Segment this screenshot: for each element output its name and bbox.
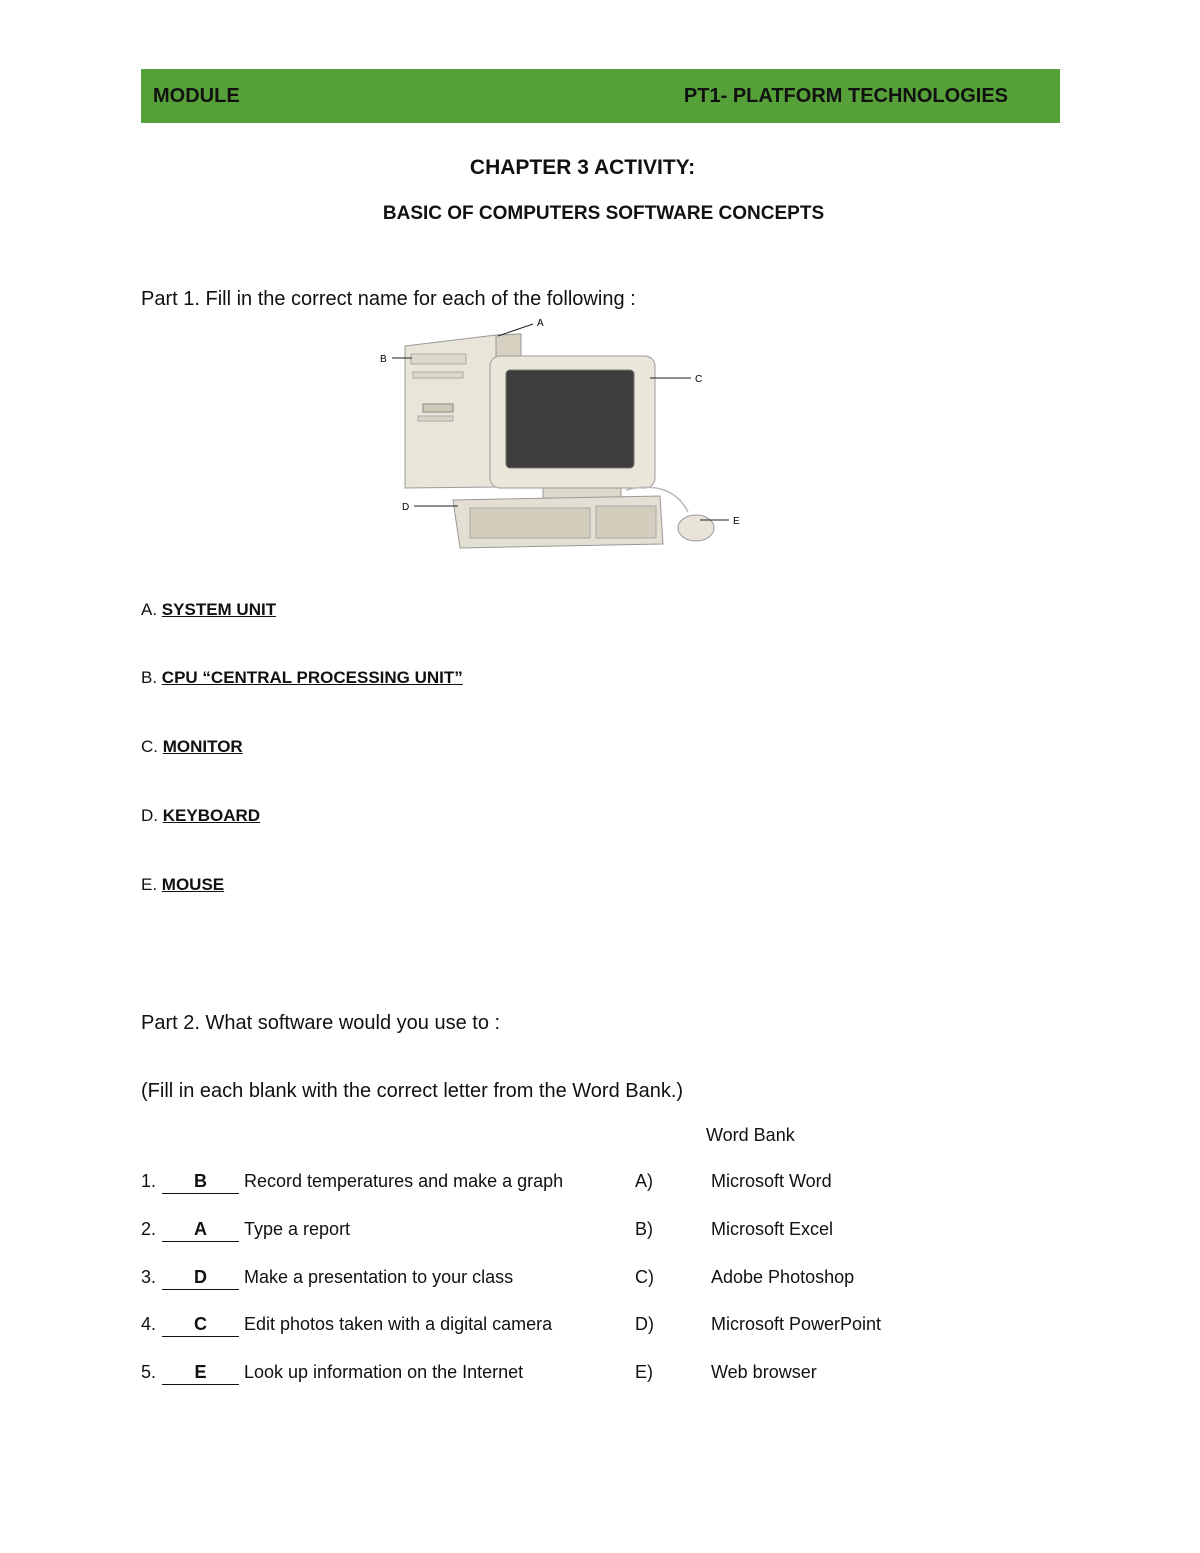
figure-label-d: D — [402, 502, 410, 513]
answer-letter: C. — [141, 737, 158, 756]
answer-blank: D — [162, 1267, 239, 1290]
question-number: 4. — [141, 1314, 157, 1334]
word-bank-software: Microsoft Excel — [711, 1219, 834, 1239]
question-row — [141, 1314, 941, 1340]
chapter-subtitle: BASIC OF COMPUTERS SOFTWARE CONCEPTS — [382, 203, 825, 224]
word-bank-letter: C) — [635, 1267, 654, 1287]
answer-a — [141, 600, 276, 620]
answer-blank: E — [162, 1362, 239, 1385]
answer-letter: D. — [141, 806, 158, 825]
module-header-bar — [141, 69, 1060, 123]
question-number: 3. — [141, 1267, 157, 1287]
answer-b — [141, 668, 463, 688]
answer-blank: B — [162, 1171, 239, 1194]
question-number: 1. — [141, 1171, 157, 1191]
question-row — [141, 1219, 941, 1245]
computer-diagram — [378, 312, 748, 557]
question-task: Look up information on the Internet — [244, 1362, 524, 1382]
course-title: PT1- PLATFORM TECHNOLOGIES — [683, 84, 1008, 107]
answer-text: MONITOR — [162, 737, 243, 756]
answer-c — [141, 737, 243, 757]
figure-label-a: A — [537, 318, 544, 329]
word-bank-letter: A) — [635, 1171, 653, 1191]
word-bank-software: Adobe Photoshop — [711, 1267, 855, 1287]
answer-letter: B. — [141, 668, 158, 687]
part1-heading: Part 1. Fill in the correct name for each of the following : — [141, 288, 636, 310]
part2-heading: Part 2. What software would you use to : — [141, 1012, 501, 1034]
answer-text: SYSTEM UNIT — [161, 600, 277, 619]
word-bank-letter: E) — [635, 1362, 653, 1382]
word-bank-title: Word Bank — [706, 1125, 795, 1145]
question-number: 5. — [141, 1362, 157, 1382]
figure-label-c: C — [695, 374, 703, 385]
computer-illustration — [378, 312, 748, 557]
question-task: Record temperatures and make a graph — [244, 1171, 564, 1191]
question-row — [141, 1171, 941, 1197]
word-bank-letter: B) — [635, 1219, 653, 1239]
answer-blank: C — [162, 1314, 239, 1337]
chapter-title: CHAPTER 3 ACTIVITY: — [469, 156, 696, 179]
answer-blank: A — [162, 1219, 239, 1242]
word-bank-software: Microsoft PowerPoint — [711, 1314, 882, 1334]
word-bank-software: Web browser — [711, 1362, 817, 1382]
question-row — [141, 1267, 941, 1293]
answer-letter: A. — [141, 600, 158, 619]
answer-text: KEYBOARD — [162, 806, 261, 825]
question-row — [141, 1362, 941, 1388]
question-number: 2. — [141, 1219, 157, 1239]
figure-label-b: B — [380, 354, 387, 365]
word-bank-letter: D) — [635, 1314, 654, 1334]
question-task: Make a presentation to your class — [244, 1267, 514, 1287]
answer-d — [141, 806, 260, 826]
answer-text: CPU “CENTRAL PROCESSING UNIT” — [161, 668, 463, 687]
module-label: MODULE — [153, 84, 240, 107]
answer-letter: E. — [141, 875, 158, 894]
question-task: Type a report — [244, 1219, 351, 1239]
word-bank-software: Microsoft Word — [711, 1171, 832, 1191]
part2-instruction: (Fill in each blank with the correct letter from the Word Bank.) — [141, 1080, 684, 1102]
answer-e — [141, 875, 224, 895]
question-task: Edit photos taken with a digital camera — [244, 1314, 553, 1334]
figure-label-e: E — [733, 516, 740, 527]
answer-text: MOUSE — [161, 875, 225, 894]
